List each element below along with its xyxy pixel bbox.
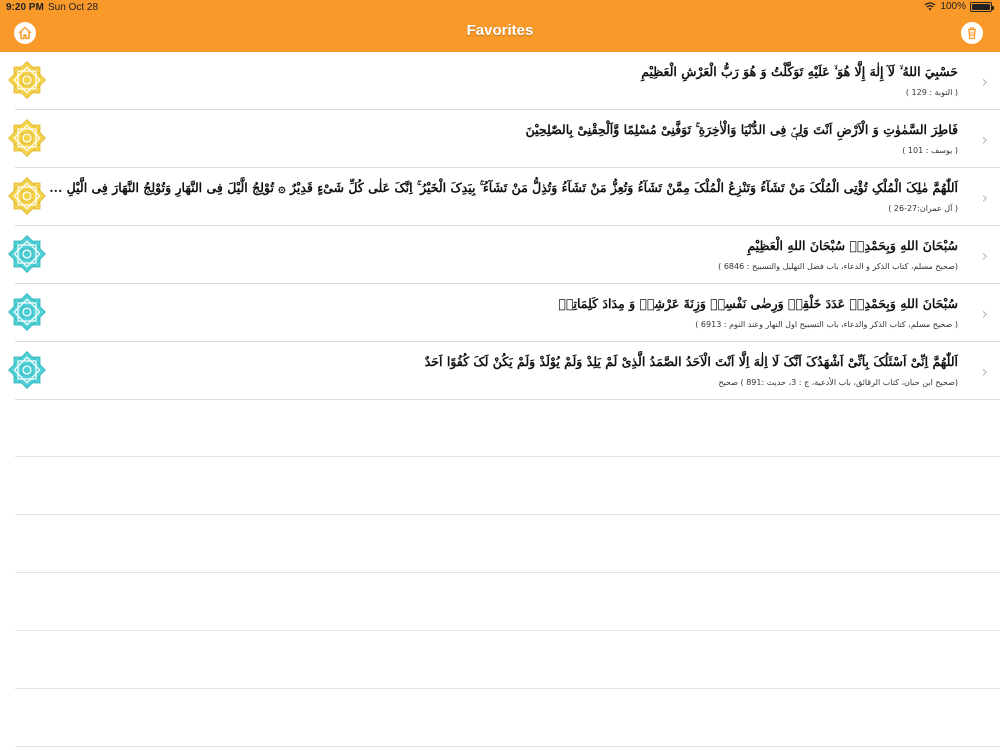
navigation-bar: [0, 0, 1000, 52]
favorite-row[interactable]: [0, 342, 1000, 400]
chevron-right-icon: ›: [981, 72, 988, 91]
dua-text: سُبْحَانَ اللهِ وَبِحَمْدِهٖ عَدَدَ خَلْقِهٖ وَرِضٰى نَفْسِهٖ وَزِنَةَ عَرْشِهٖ وَ مِدَادَ كَلِمَاتِهٖ: [558, 296, 958, 311]
dua-reference: ( آل عمران:27-26 ): [888, 204, 958, 213]
dua-text: فَاطِرَ السَّمٰوٰتِ وَ الْاَرْضِ اَنْتَ وَلِیّٖ فِی الدُّنْیَا وَالْاٰخِرَةِ ۚ تَوَفَّنِیْ مُسْلِمًا وَّاَلْحِقْنِیْ بِالصّٰلِحِیْنَ: [525, 122, 958, 137]
chevron-right-icon: ›: [981, 304, 988, 323]
separator: [15, 456, 1000, 457]
separator: [15, 572, 1000, 573]
dua-reference: ( التوبة : 129 ): [905, 88, 958, 97]
chevron-right-icon: ›: [981, 130, 988, 149]
favorite-row[interactable]: [0, 168, 1000, 226]
delete-button[interactable]: [961, 22, 983, 44]
dua-reference: ( صحيح مسلم، كتاب الذكر والدعاء، باب التسبيح اول النهار وعند النوم : 6913 ): [695, 320, 958, 329]
separator: [15, 399, 1000, 400]
favorite-row[interactable]: [0, 52, 1000, 110]
favorite-row[interactable]: [0, 110, 1000, 168]
trash-icon: [965, 26, 979, 40]
dua-text: سُبْحَانَ اللهِ وَبِحَمْدِهٖ سُبْحَانَ اللهِ الْعَظِيْمِ: [747, 238, 958, 253]
page-title: Favorites: [466, 22, 534, 39]
ornament-icon: [6, 291, 48, 333]
status-bar: [0, 0, 1000, 14]
ornament-icon: [6, 59, 48, 101]
status-time: 9:20 PM: [6, 2, 44, 13]
separator: [15, 688, 1000, 689]
chevron-right-icon: ›: [981, 246, 988, 265]
favorite-row[interactable]: [0, 226, 1000, 284]
dua-reference: (صحیح مسلم، کتاب الذکر و الدعاء، باب فضل التھلیل والتسبیح : 6846 ): [718, 262, 958, 271]
chevron-right-icon: ›: [981, 362, 988, 381]
separator: [15, 630, 1000, 631]
battery-icon: [970, 2, 992, 12]
favorite-row[interactable]: [0, 284, 1000, 342]
wifi-icon: [924, 2, 936, 11]
chevron-right-icon: ›: [981, 188, 988, 207]
ornament-icon: [6, 349, 48, 391]
status-right: [924, 1, 992, 12]
separator: [15, 514, 1000, 515]
home-icon: [18, 26, 32, 40]
status-date: Sun Oct 28: [48, 2, 99, 13]
ornament-icon: [6, 117, 48, 159]
dua-text: اَللّٰهُمَّ اِنِّیْ اَسْئَلُکَ بِاَنِّیْ اَشْهَدُکَ اَنَّکَ لَا اِلٰهَ اِلَّا اَنْتَ الْاَحَدُ الصَّمَدُ الَّذِیْ لَمْ یَلِدْ وَلَمْ یُوْلَدْ وَلَمْ یَکُنْ لَکَ کُفُوًا اَحَدٌ: [424, 354, 958, 369]
home-button[interactable]: [14, 22, 36, 44]
dua-text: اَللّٰهُمَّ مٰلِکَ الْمُلْکِ تُؤْتِی الْمُلْکَ مَنْ تَشَآءُ وَتَنْزِعُ الْمُلْکَ مِمَّنْ تَشَآءُ وَتُعِزُّ مَنْ تَشَآءُ وَتُذِلُّ مَنْ تَشَآءُ ۚ بِیَدِکَ الْخَیْرُ ۚ اِنَّکَ عَلٰی کُلِّ شَیْءٍ قَدِیْرٌ ۞ تُوْلِجُ الَّیْلَ فِی النَّهَارِ وَتُوْلِجُ النَّهَارَ فِی الَّیْلِ ...: [49, 180, 958, 195]
battery-percent: 100%: [940, 1, 966, 12]
ornament-icon: [6, 175, 48, 217]
dua-text: حَسْبِيَ اللهُ ۙ لَآ إِلٰهَ إِلَّا هُوَ ۙ عَلَيْهِ تَوَكَّلْتُ وَ هُوَ رَبُّ الْعَرْشِ الْعَظِيْمِ: [641, 64, 958, 79]
ornament-icon: [6, 233, 48, 275]
dua-reference: (صحیح ابن حبان، کتاب الرقائق، باب الأدعیة، ج : 3، حدیث :891 ) صحیح: [718, 378, 958, 387]
dua-reference: ( يوسف : 101 ): [902, 146, 958, 155]
separator: [15, 746, 1000, 747]
